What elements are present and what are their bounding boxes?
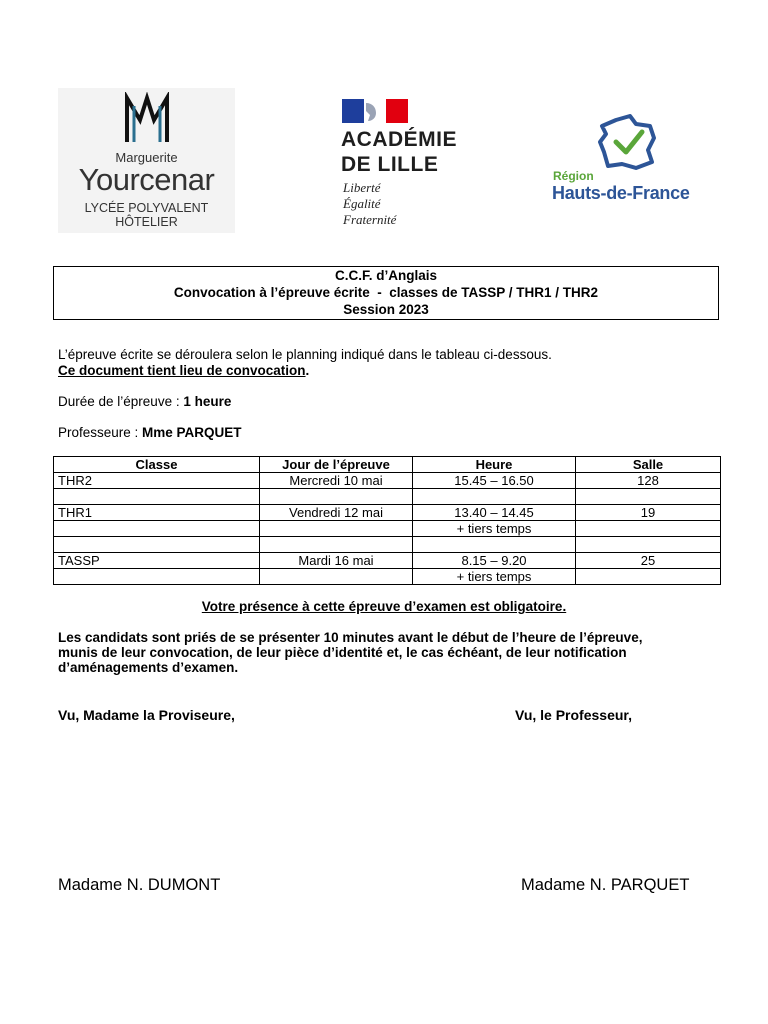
cell-jour bbox=[260, 521, 413, 537]
teacher-label: Professeure : bbox=[58, 425, 143, 440]
cell-salle bbox=[576, 521, 721, 537]
title-box bbox=[53, 266, 719, 320]
cell-salle: 25 bbox=[576, 553, 721, 569]
cell-salle: 19 bbox=[576, 505, 721, 521]
cell-salle bbox=[576, 569, 721, 585]
cell-heure: 15.45 – 16.50 bbox=[413, 473, 576, 489]
table-row bbox=[54, 569, 721, 585]
intro-line2 bbox=[58, 363, 309, 378]
academie-motto-3: Fraternité bbox=[343, 212, 397, 227]
table-row bbox=[54, 553, 721, 569]
intro-line1: L’épreuve écrite se déroulera selon le planning indiqué dans le tableau ci-dessous. bbox=[58, 347, 552, 362]
cell-salle bbox=[576, 537, 721, 553]
cell-heure: + tiers temps bbox=[413, 521, 576, 537]
cell-jour bbox=[260, 569, 413, 585]
duration-value: 1 heure bbox=[183, 394, 232, 409]
duration-line bbox=[58, 394, 231, 409]
academie-motto-1: Liberté bbox=[343, 180, 381, 195]
academie-logo bbox=[338, 96, 488, 231]
schedule-table bbox=[53, 456, 721, 585]
lycee-logo-line2: Yourcenar bbox=[78, 162, 215, 197]
cell-classe bbox=[54, 489, 260, 505]
header-heure: Heure bbox=[413, 457, 576, 473]
signature-right-name: Madame N. PARQUET bbox=[521, 876, 690, 894]
convocation-statement: Ce document tient lieu de convocation bbox=[58, 363, 306, 378]
convocation-statement-period: . bbox=[305, 363, 310, 378]
region-logo-line1: Région bbox=[553, 169, 594, 183]
cell-classe: THR1 bbox=[54, 505, 260, 521]
cell-heure bbox=[413, 537, 576, 553]
lycee-logo-line3: LYCÉE POLYVALENT bbox=[84, 201, 209, 215]
cell-classe: TASSP bbox=[54, 553, 260, 569]
cell-jour bbox=[260, 489, 413, 505]
region-logo-line2: Hauts-de-France bbox=[552, 183, 690, 203]
lycee-logo bbox=[58, 88, 235, 233]
table-header-row bbox=[54, 457, 721, 473]
cell-heure: 13.40 – 14.45 bbox=[413, 505, 576, 521]
cell-jour bbox=[260, 537, 413, 553]
teacher-value: Mme PARQUET bbox=[142, 425, 242, 440]
cell-classe bbox=[54, 569, 260, 585]
signature-left-label: Vu, Madame la Proviseure, bbox=[58, 707, 235, 723]
table-row bbox=[54, 505, 721, 521]
table-row bbox=[54, 489, 721, 505]
academie-logo-line2: DE LILLE bbox=[341, 153, 439, 176]
cell-classe bbox=[54, 537, 260, 553]
cell-heure: 8.15 – 9.20 bbox=[413, 553, 576, 569]
cell-classe bbox=[54, 521, 260, 537]
title-line3: Session 2023 bbox=[343, 302, 429, 317]
cell-jour: Vendredi 12 mai bbox=[260, 505, 413, 521]
instructions-line2: munis de leur convocation, de leur pièce d’identité et, le cas échéant, de leur notification bbox=[58, 645, 627, 660]
header-salle: Salle bbox=[576, 457, 721, 473]
instructions-line1: Les candidats sont priés de se présenter 10 minutes avant le début de l’heure de l’épreuve, bbox=[58, 630, 643, 645]
duration-label: Durée de l’épreuve : bbox=[58, 394, 184, 409]
lycee-logo-line4: HÔTELIER bbox=[115, 215, 178, 229]
header-jour: Jour de l’épreuve bbox=[260, 457, 413, 473]
lycee-logo-line1: Marguerite bbox=[115, 150, 178, 165]
instructions-line3: d’aménagements d’examen. bbox=[58, 660, 239, 675]
academie-logo-line1: ACADÉMIE bbox=[341, 128, 458, 151]
table-row bbox=[54, 537, 721, 553]
table-row bbox=[54, 473, 721, 489]
mandatory-notice: Votre présence à cette épreuve d’examen est obligatoire. bbox=[201, 599, 567, 614]
signature-right-label: Vu, le Professeur, bbox=[515, 707, 632, 723]
academie-motto-2: Égalité bbox=[343, 196, 381, 211]
cell-heure bbox=[413, 489, 576, 505]
cell-salle: 128 bbox=[576, 473, 721, 489]
cell-heure: + tiers temps bbox=[413, 569, 576, 585]
france-map-icon bbox=[596, 114, 662, 170]
header-classe: Classe bbox=[54, 457, 260, 473]
region-logo bbox=[552, 114, 712, 204]
cell-jour: Mardi 16 mai bbox=[260, 553, 413, 569]
lycee-monogram-icon bbox=[122, 92, 172, 146]
marianne-flag-icon bbox=[342, 99, 408, 123]
cell-classe: THR2 bbox=[54, 473, 260, 489]
signature-left-name: Madame N. DUMONT bbox=[58, 876, 221, 894]
cell-jour: Mercredi 10 mai bbox=[260, 473, 413, 489]
title-line1: C.C.F. d’Anglais bbox=[334, 268, 437, 283]
table-row bbox=[54, 521, 721, 537]
title-line2: Convocation à l’épreuve écrite - classes de TASSP / THR1 / THR2 bbox=[173, 285, 599, 300]
cell-salle bbox=[576, 489, 721, 505]
teacher-line bbox=[58, 425, 242, 440]
